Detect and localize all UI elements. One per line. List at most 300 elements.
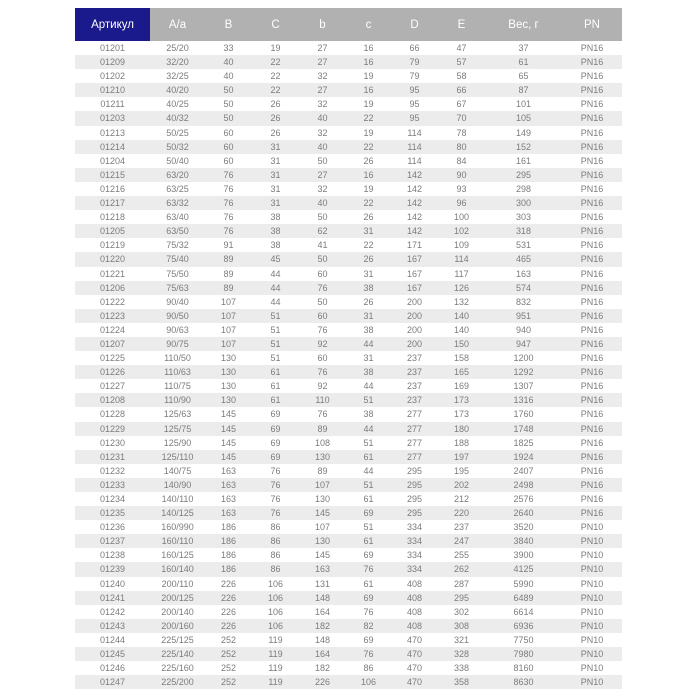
cell-b-lower: 92 (317, 381, 328, 392)
cell-b-upper: 186 (220, 536, 237, 547)
spec-table (75, 8, 622, 689)
cell-c-lower: 16 (363, 43, 374, 53)
cell-aa: 90/63 (166, 324, 189, 335)
cell-d: 408 (406, 606, 423, 617)
cell-aa: 110/63 (164, 367, 191, 378)
cell-d: 114 (407, 127, 422, 138)
cell-e: 114 (454, 254, 469, 265)
cell-artikul: 01245 (99, 649, 126, 660)
cell-aa: 200/125 (161, 592, 194, 603)
cell-c-lower: 26 (363, 212, 374, 223)
col-header-ves: Вес, г (485, 8, 562, 41)
cell-ves: 574 (515, 282, 532, 293)
col-header-b-upper: B (205, 8, 252, 41)
cell-c-lower: 69 (363, 508, 374, 519)
cell-b-lower: 27 (317, 57, 328, 68)
cell-artikul: 01210 (99, 85, 126, 96)
cell-artikul: 01229 (99, 423, 126, 434)
cell-ves: 8160 (513, 663, 534, 674)
cell-pn: PN16 (580, 437, 604, 448)
table-row (75, 154, 622, 168)
cell-c-upper: 119 (268, 649, 283, 660)
cell-b-upper: 252 (220, 663, 237, 674)
cell-c-lower: 19 (363, 71, 374, 82)
table-row (75, 323, 622, 337)
cell-e: 237 (453, 522, 470, 533)
cell-b-upper: 226 (220, 592, 237, 603)
cell-d: 142 (406, 169, 423, 180)
cell-artikul: 01208 (99, 395, 126, 406)
cell-ves: 1760 (513, 409, 534, 420)
cell-d: 408 (406, 578, 423, 589)
cell-c-upper: 31 (270, 141, 281, 152)
cell-ves: 1924 (513, 451, 534, 462)
cell-aa: 110/75 (164, 381, 191, 392)
cell-ves: 152 (515, 141, 532, 152)
table-row (75, 605, 622, 619)
cell-aa: 225/200 (161, 677, 194, 688)
cell-c-upper: 26 (270, 127, 281, 138)
cell-e: 165 (453, 367, 470, 378)
cell-d: 408 (406, 620, 423, 631)
cell-ves: 303 (515, 212, 532, 223)
cell-c-lower: 44 (363, 423, 374, 434)
cell-pn: PN16 (580, 240, 604, 251)
cell-b-lower: 27 (317, 43, 328, 53)
cell-pn: PN16 (580, 141, 604, 152)
cell-aa: 200/140 (161, 606, 194, 617)
cell-artikul: 01215 (99, 169, 126, 180)
cell-e: 140 (453, 310, 470, 321)
cell-d: 142 (406, 198, 423, 209)
cell-e: 247 (453, 536, 470, 547)
cell-pn: PN16 (580, 479, 604, 490)
cell-ves: 832 (515, 296, 532, 307)
cell-pn: PN16 (580, 395, 604, 406)
cell-pn: PN16 (580, 296, 604, 307)
cell-b-upper: 33 (223, 43, 234, 53)
cell-c-lower: 69 (363, 592, 374, 603)
cell-ves: 318 (515, 226, 532, 237)
table-row (75, 577, 622, 591)
cell-e: 195 (453, 465, 470, 476)
cell-c-upper: 26 (270, 113, 281, 124)
cell-artikul: 01241 (99, 592, 126, 603)
cell-c-lower: 76 (363, 564, 374, 575)
cell-pn: PN16 (580, 155, 604, 166)
cell-b-upper: 226 (220, 606, 237, 617)
cell-c-upper: 61 (270, 395, 281, 406)
cell-c-lower: 61 (363, 536, 374, 547)
table-row (75, 393, 622, 407)
cell-d: 295 (406, 465, 423, 476)
table-row (75, 351, 622, 365)
cell-d: 277 (406, 423, 423, 434)
cell-d: 237 (406, 395, 423, 406)
cell-ves: 1307 (513, 381, 534, 392)
cell-b-upper: 130 (220, 381, 237, 392)
cell-c-upper: 106 (267, 592, 284, 603)
header-row (75, 8, 622, 41)
cell-aa: 125/110 (161, 451, 194, 462)
cell-b-lower: 164 (314, 649, 331, 660)
cell-artikul: 01219 (99, 240, 126, 251)
cell-aa: 140/110 (161, 494, 194, 504)
cell-c-upper: 86 (270, 522, 281, 533)
cell-b-lower: 60 (317, 353, 328, 364)
cell-b-lower: 164 (314, 606, 331, 617)
cell-e: 158 (453, 353, 470, 364)
col-header-e: E (438, 8, 485, 41)
cell-c-lower: 61 (363, 578, 374, 589)
cell-b-upper: 252 (220, 677, 237, 688)
cell-e: 338 (453, 663, 470, 674)
cell-b-upper: 107 (220, 310, 237, 321)
cell-b-lower: 145 (314, 508, 331, 519)
cell-ves: 298 (515, 183, 532, 194)
cell-d: 167 (406, 282, 423, 293)
cell-b-lower: 92 (317, 338, 328, 349)
cell-c-lower: 82 (363, 620, 374, 631)
col-header-artikul: Артикул (75, 8, 150, 41)
cell-e: 173 (453, 395, 470, 406)
cell-pn: PN16 (580, 451, 604, 462)
table-row (75, 337, 622, 351)
cell-aa: 50/32 (166, 141, 189, 152)
cell-e: 202 (453, 479, 470, 490)
cell-c-upper: 31 (270, 198, 281, 209)
cell-b-lower: 41 (317, 240, 328, 251)
cell-c-upper: 69 (270, 423, 281, 434)
cell-artikul: 01211 (100, 99, 125, 110)
cell-artikul: 01228 (99, 409, 126, 420)
cell-c-upper: 51 (270, 353, 281, 364)
table-row (75, 506, 622, 520)
cell-c-lower: 19 (363, 183, 374, 194)
cell-b-lower: 89 (317, 423, 328, 434)
cell-c-upper: 44 (270, 282, 281, 293)
cell-b-lower: 163 (314, 564, 331, 575)
cell-ves: 149 (515, 127, 532, 138)
cell-artikul: 01230 (99, 437, 126, 448)
cell-pn: PN16 (580, 353, 604, 364)
cell-aa: 200/160 (161, 620, 194, 631)
cell-pn: PN10 (580, 550, 604, 561)
cell-d: 79 (409, 71, 420, 82)
cell-artikul: 01231 (99, 451, 126, 462)
cell-e: 140 (453, 324, 470, 335)
cell-c-upper: 61 (270, 381, 281, 392)
cell-aa: 90/40 (166, 296, 189, 307)
cell-b-lower: 130 (314, 451, 331, 462)
cell-pn: PN16 (580, 43, 604, 53)
cell-b-upper: 76 (223, 169, 234, 180)
cell-pn: PN10 (580, 578, 604, 589)
cell-artikul: 01247 (99, 677, 126, 688)
cell-e: 262 (453, 564, 470, 575)
table-row (75, 224, 622, 238)
table-row (75, 534, 622, 548)
cell-b-upper: 50 (223, 85, 234, 96)
cell-b-lower: 131 (314, 578, 331, 589)
cell-pn: PN10 (580, 536, 604, 547)
cell-aa: 125/75 (163, 423, 192, 434)
cell-ves: 4125 (513, 564, 534, 575)
cell-artikul: 01244 (99, 634, 126, 645)
cell-ves: 6614 (513, 606, 534, 617)
cell-aa: 63/32 (166, 198, 189, 209)
cell-pn: PN16 (580, 71, 604, 82)
cell-pn: PN10 (580, 634, 604, 645)
cell-e: 150 (453, 338, 470, 349)
cell-b-lower: 50 (317, 296, 328, 307)
cell-pn: PN16 (580, 409, 604, 420)
cell-ves: 295 (515, 169, 532, 180)
cell-c-lower: 106 (360, 677, 377, 688)
cell-artikul: 01207 (99, 338, 126, 349)
col-header-c-upper: C (252, 8, 299, 41)
cell-c-lower: 69 (363, 550, 374, 561)
cell-c-upper: 76 (270, 465, 281, 476)
cell-aa: 40/20 (166, 85, 189, 96)
cell-artikul: 01202 (99, 71, 126, 82)
cell-b-upper: 163 (220, 494, 237, 504)
cell-c-lower: 19 (363, 99, 374, 110)
cell-c-lower: 16 (363, 57, 374, 68)
cell-pn: PN10 (580, 663, 604, 674)
col-header-d: D (391, 8, 438, 41)
cell-c-lower: 38 (363, 324, 374, 335)
cell-b-upper: 130 (220, 367, 237, 378)
cell-c-upper: 106 (267, 578, 284, 589)
cell-c-upper: 106 (267, 606, 284, 617)
cell-c-upper: 106 (267, 620, 284, 631)
cell-c-upper: 119 (268, 634, 283, 645)
cell-c-lower: 22 (363, 141, 374, 152)
cell-b-lower: 76 (317, 282, 328, 293)
cell-e: 126 (453, 282, 470, 293)
cell-e: 58 (456, 71, 467, 82)
cell-e: 308 (453, 620, 470, 631)
table-row (75, 182, 622, 196)
cell-pn: PN16 (580, 367, 604, 378)
cell-aa: 160/140 (161, 564, 194, 575)
cell-artikul: 01240 (99, 578, 126, 589)
cell-b-lower: 60 (317, 310, 328, 321)
cell-c-upper: 38 (270, 212, 281, 223)
cell-b-upper: 163 (220, 508, 237, 519)
cell-ves: 3900 (513, 550, 534, 561)
cell-aa: 75/63 (166, 282, 189, 293)
cell-pn: PN16 (580, 198, 604, 209)
cell-aa: 75/32 (166, 240, 189, 251)
cell-d: 142 (406, 212, 423, 223)
cell-pn: PN16 (580, 127, 604, 138)
table-row (75, 41, 622, 55)
cell-c-lower: 31 (363, 310, 374, 321)
cell-c-upper: 51 (270, 338, 281, 349)
cell-ves: 1292 (513, 367, 534, 378)
cell-b-lower: 89 (317, 465, 328, 476)
cell-b-upper: 252 (220, 634, 237, 645)
cell-c-lower: 44 (363, 465, 374, 476)
cell-c-upper: 38 (270, 226, 281, 237)
cell-e: 132 (453, 296, 470, 307)
cell-d: 470 (406, 663, 423, 674)
cell-d: 142 (406, 226, 423, 237)
table-row (75, 661, 622, 675)
cell-ves: 947 (515, 338, 532, 349)
cell-artikul: 01239 (99, 564, 126, 575)
cell-c-lower: 69 (363, 634, 374, 645)
cell-c-upper: 44 (270, 296, 281, 307)
cell-c-lower: 51 (363, 479, 374, 490)
cell-d: 470 (406, 634, 423, 645)
cell-d: 334 (406, 564, 423, 575)
cell-b-upper: 60 (223, 155, 234, 166)
cell-pn: PN16 (580, 169, 604, 180)
cell-b-lower: 27 (317, 85, 328, 96)
table-row (75, 436, 622, 450)
cell-d: 237 (406, 381, 423, 392)
table-row (75, 407, 622, 421)
cell-e: 180 (453, 423, 470, 434)
col-header-aa: A/a (150, 8, 205, 41)
cell-b-lower: 32 (317, 99, 328, 110)
cell-d: 200 (406, 338, 423, 349)
cell-b-upper: 145 (220, 423, 237, 434)
cell-pn: PN10 (580, 606, 604, 617)
cell-e: 117 (454, 268, 469, 279)
table-row (75, 267, 622, 281)
cell-d: 277 (406, 451, 423, 462)
cell-c-upper: 31 (270, 183, 281, 194)
cell-artikul: 01225 (99, 353, 126, 364)
cell-ves: 3840 (513, 536, 534, 547)
cell-pn: PN16 (580, 465, 604, 476)
cell-artikul: 01218 (99, 212, 126, 223)
cell-d: 295 (406, 494, 423, 504)
cell-artikul: 01201 (99, 43, 126, 53)
cell-c-upper: 69 (270, 409, 281, 420)
cell-b-upper: 60 (223, 141, 234, 152)
table-row (75, 295, 622, 309)
cell-c-lower: 86 (363, 663, 374, 674)
cell-artikul: 01209 (99, 57, 126, 68)
cell-aa: 32/25 (166, 71, 189, 82)
table-row (75, 520, 622, 534)
cell-d: 142 (406, 183, 423, 194)
cell-c-lower: 38 (363, 282, 374, 293)
table-row (75, 591, 622, 605)
table-row (75, 252, 622, 266)
cell-e: 100 (453, 212, 470, 223)
table-row (75, 111, 622, 125)
cell-b-upper: 145 (220, 451, 237, 462)
table-row (75, 210, 622, 224)
cell-b-upper: 76 (223, 226, 234, 237)
cell-artikul: 01235 (99, 508, 126, 519)
cell-e: 70 (456, 113, 467, 124)
cell-aa: 125/63 (163, 409, 192, 420)
cell-pn: PN16 (580, 99, 604, 110)
cell-c-upper: 45 (270, 254, 281, 265)
cell-artikul: 01237 (99, 536, 126, 547)
cell-aa: 63/40 (166, 212, 189, 223)
cell-e: 109 (453, 240, 470, 251)
cell-aa: 63/25 (166, 183, 189, 194)
cell-c-upper: 31 (270, 155, 281, 166)
table-row (75, 97, 622, 111)
cell-pn: PN10 (580, 677, 604, 688)
cell-c-upper: 69 (270, 451, 281, 462)
cell-e: 220 (453, 508, 470, 519)
cell-pn: PN16 (580, 338, 604, 349)
cell-b-upper: 107 (220, 324, 237, 335)
cell-artikul: 01233 (99, 479, 126, 490)
table-row (75, 478, 622, 492)
cell-ves: 3520 (513, 522, 534, 533)
cell-c-upper: 69 (270, 437, 281, 448)
cell-pn: PN16 (580, 57, 604, 68)
cell-b-lower: 107 (314, 522, 331, 533)
cell-aa: 200/110 (161, 578, 194, 589)
cell-artikul: 01205 (99, 226, 126, 237)
cell-b-lower: 76 (317, 409, 328, 420)
cell-aa: 225/140 (161, 649, 194, 660)
table-row (75, 548, 622, 562)
cell-e: 255 (453, 550, 470, 561)
cell-d: 237 (406, 353, 423, 364)
cell-b-lower: 76 (317, 324, 328, 335)
table-row (75, 140, 622, 154)
cell-e: 358 (453, 677, 470, 688)
table-row (75, 309, 622, 323)
cell-artikul: 01246 (99, 663, 126, 674)
cell-b-lower: 32 (317, 71, 328, 82)
cell-b-lower: 76 (317, 367, 328, 378)
cell-b-upper: 186 (220, 522, 237, 533)
cell-e: 47 (456, 43, 467, 53)
cell-e: 78 (456, 127, 467, 138)
cell-artikul: 01227 (99, 381, 126, 392)
table-row (75, 633, 622, 647)
cell-e: 212 (453, 494, 470, 504)
cell-ves: 1316 (513, 395, 534, 406)
cell-d: 167 (406, 268, 423, 279)
cell-b-lower: 107 (314, 479, 331, 490)
cell-b-upper: 89 (223, 268, 234, 279)
cell-c-lower: 76 (363, 649, 374, 660)
cell-c-lower: 16 (363, 85, 374, 96)
cell-b-upper: 163 (220, 479, 237, 490)
cell-artikul: 01221 (99, 268, 126, 279)
cell-d: 295 (406, 479, 423, 490)
cell-c-upper: 61 (270, 367, 281, 378)
cell-ves: 8630 (513, 677, 534, 688)
col-header-c-lower: c (346, 8, 391, 41)
cell-c-upper: 86 (270, 564, 281, 575)
table-row (75, 365, 622, 379)
cell-c-lower: 26 (363, 296, 374, 307)
table-row (75, 422, 622, 436)
cell-b-upper: 76 (223, 183, 234, 194)
cell-c-lower: 61 (363, 451, 374, 462)
cell-artikul: 01224 (99, 324, 126, 335)
cell-artikul: 01204 (99, 155, 126, 166)
cell-ves: 37 (518, 43, 529, 53)
cell-ves: 465 (515, 254, 532, 265)
